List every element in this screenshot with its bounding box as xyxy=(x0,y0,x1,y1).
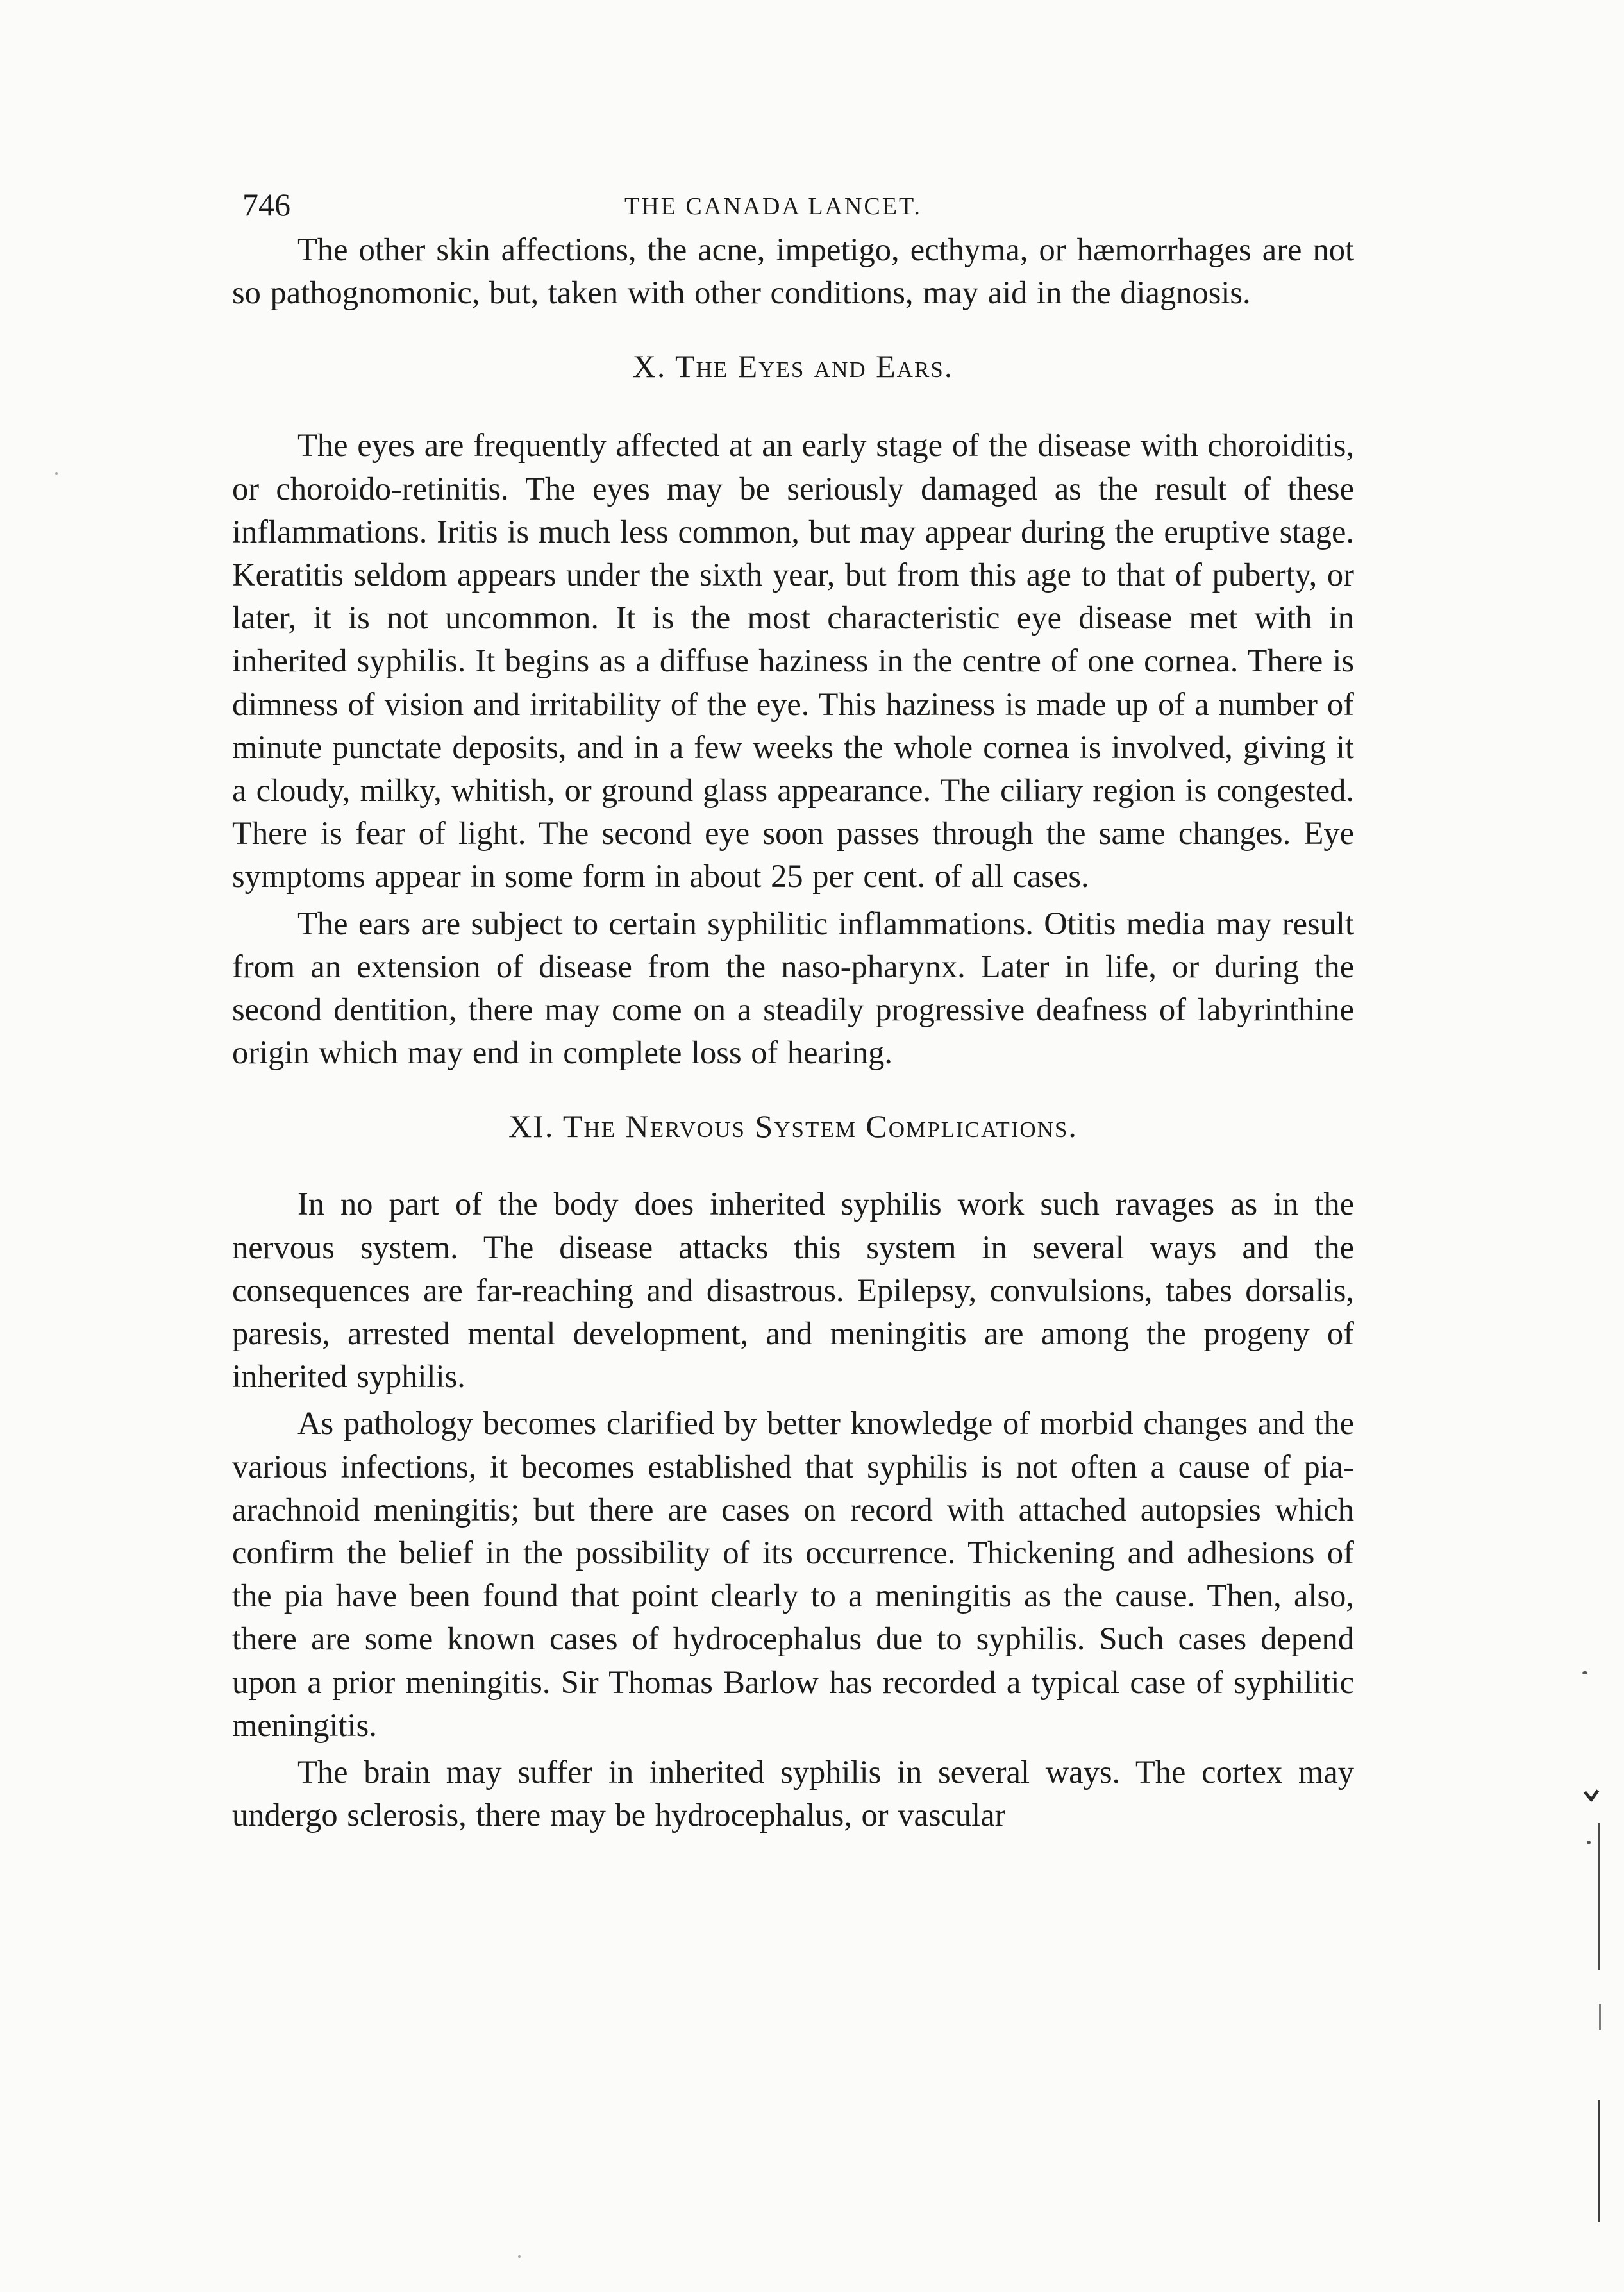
section-heading-nervous-system: XI. The Nervous System Complications. xyxy=(508,1108,1078,1145)
paragraph-ears: The ears are subject to certain syphilitic inflammations. Otitis media may result from an extension of disease from the naso-pharynx. Later in life, or during the second dentition, there may come on a steadily progressive deafness of labyrinthine origin which may end in complete loss of hearing. xyxy=(232,905,1354,1071)
paragraph-eyes: The eyes are frequently affected at an early stage of the disease with choroiditis, or choroido-retinitis. The eyes may be seriously damaged as the result of these inflammations. Iritis is much less common, but may appear during the eruptive stage. Keratitis seldom appears under the sixth year, but from this age to that of puberty, or later, it is not uncommon. It is the most characteristic eye disease met with in inherited syphilis. It begins as a diffuse haziness in the centre of one cornea. There is dimness of vision and irritability of the eye. This haziness is made up of a number of minute punctate deposits, and in a few weeks the whole cornea is involved, giving it a cloudy, milky, whitish, or ground glass appearance. The ciliary region is congested. There is fear of light. The second eye soon passes through the same changes. Eye symptoms appear in some form in about 25 per cent. of all cases. xyxy=(232,427,1354,895)
scan-speck xyxy=(55,472,58,475)
journal-title: THE CANADA LANCET. xyxy=(624,193,922,220)
page-number: 746 xyxy=(242,187,290,223)
scan-margin-line xyxy=(1598,2100,1600,2222)
scan-margin-line xyxy=(1599,2004,1601,2030)
paragraph-nervous-system: In no part of the body does inherited syphilis work such ravages as in the nervous system. The disease attacks this system in several ways and the consequences are far-reaching and disastrous. Epilepsy, convulsions, tabes dorsalis, paresis, arrested mental development, and meningitis are among the progeny of inherited syphilis. xyxy=(232,1186,1354,1395)
section-heading-eyes-and-ears: X. The Eyes and Ears. xyxy=(632,348,954,385)
paragraph-brain: The brain may suffer in inherited syphilis in several ways. The cortex may undergo sclerosis, there may be hydrocephalus, or vascular xyxy=(232,1754,1354,1833)
intro-paragraph: The other skin affections, the acne, impetigo, ecthyma, or hæmorrhages are not so pathognomonic, but, taken with other conditions, may aid in the diagnosis. xyxy=(232,232,1354,311)
scan-speck xyxy=(1582,1671,1587,1674)
scan-tick-mark xyxy=(1589,1789,1600,1801)
scan-speck xyxy=(518,2255,521,2258)
scan-speck xyxy=(1587,1841,1591,1844)
paragraph-pathology: As pathology becomes clarified by better knowledge of morbid changes and the various infections, it becomes established that syphilis is not often a cause of pia-arachnoid meningitis; but there are cases on record with attached autopsies which confirm the belief in the possibility of its occurrence. Thickening and adhesions of the pia have been found that point clearly to a meningitis as the cause. Then, also, there are some known cases of hydrocephalus due to syphilis. Such cases depend upon a prior meningitis. Sir Thomas Barlow has recorded a typical case of syphilitic meningitis. xyxy=(232,1405,1354,1743)
scan-margin-line xyxy=(1598,1823,1600,1970)
running-head xyxy=(232,186,1354,231)
page-content xyxy=(232,186,1354,1837)
